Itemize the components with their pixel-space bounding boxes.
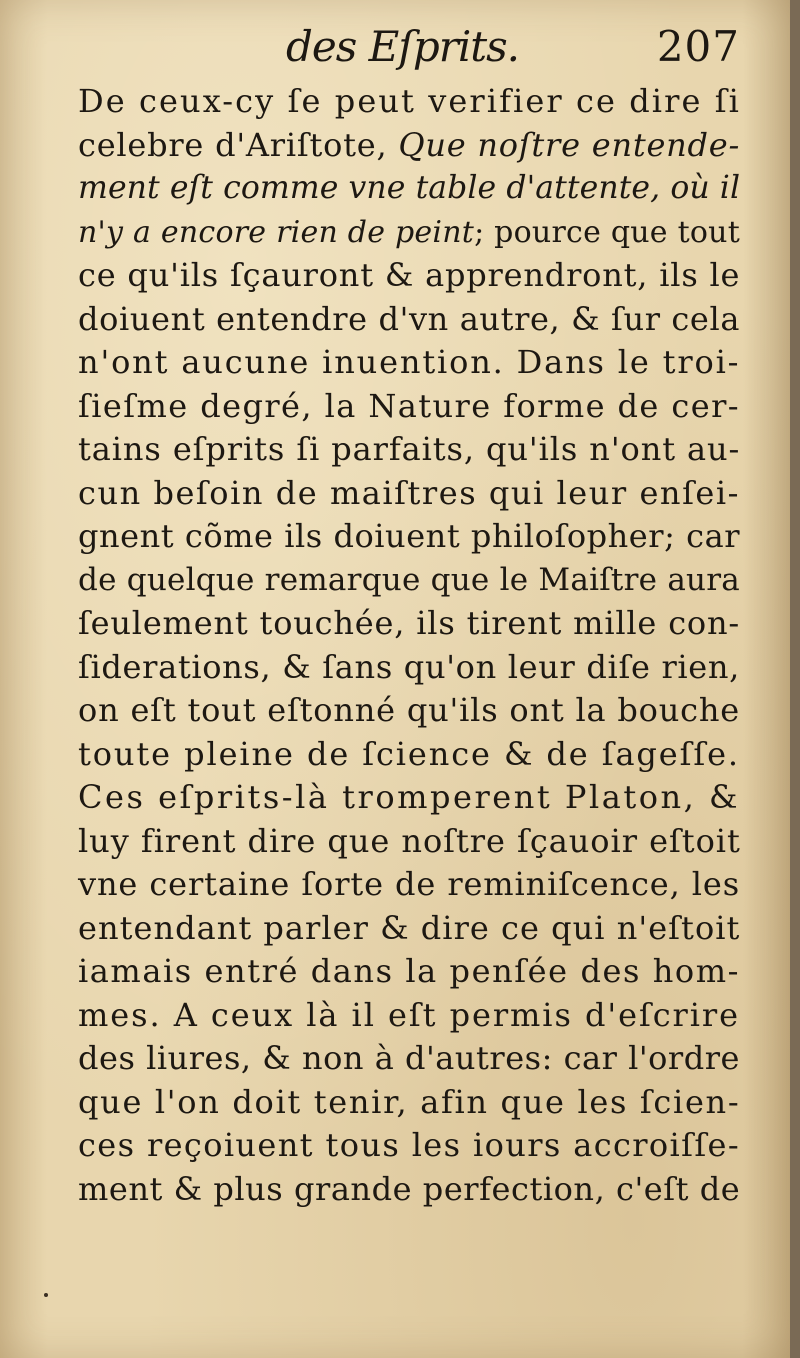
text-line [78,646,740,690]
italic-quote-segment: Que noſtre entende- [398,125,741,164]
text-segment: des liures, & non à d'autres: car l'ordre [78,1039,740,1077]
text-segment: n'ont aucune inuention. Dans le troi- [78,343,741,381]
text-segment: ; pource que tout [474,214,740,250]
page-number: 207 [656,22,740,71]
text-line [78,298,740,342]
text-line [78,167,740,211]
text-segment: ſiderations, & ſans qu'on leur diſe rien, [78,647,740,686]
text-line [78,341,740,385]
text-line [78,994,740,1038]
text-line [78,559,740,603]
text-line [78,950,740,994]
text-line [78,1081,740,1125]
italic-quote-segment: ment eſt comme vne table d'attente, où il [78,170,741,206]
text-line [78,907,740,951]
text-line [78,602,740,646]
text-segment: ment & plus grande perfection, c'eſt de [78,1169,741,1208]
text-segment: entendant parler & dire ce qui n'eſtoit [78,908,741,947]
text-line [78,472,740,516]
italic-quote-segment: n'y a encore rien de peint [78,214,475,250]
text-segment: ces reçoiuent tous les iours accroiſſe- [78,1126,740,1164]
page-edge [790,0,800,1358]
text-segment: ſieſme degré, la Nature forme de cer- [78,386,740,425]
text-line [78,254,740,298]
text-segment: iamais entré dans la penſée des hom- [78,952,740,990]
ink-speck [44,1293,48,1297]
text-line [78,515,740,559]
running-title: des Eſprits. [286,22,520,71]
text-line [78,820,740,864]
text-segment: vne certaine ſorte de reminiſcence, les [78,865,740,903]
text-segment: ſeulement touchée, ils tirent mille con- [78,604,740,642]
text-segment: gnent cõme ils doiuent philoſopher; car [78,517,741,555]
text-segment: ce qu'ils ſçauront & apprendront, ils le [78,256,741,294]
page-header [80,22,740,82]
text-segment: toute pleine de ſcience & de ſageſſe. [78,734,740,773]
text-segment: cun beſoin de maiſtres qui leur enſei- [78,473,740,512]
text-segment: que l'on doit tenir, afin que les ſcien- [78,1082,741,1121]
text-segment: on eſt tout eſtonné qu'ils ont la bouche [78,691,741,729]
text-line [78,689,740,733]
text-line [78,1124,740,1168]
text-segment: tains eſprits ſi parfaits, qu'ils n'ont au- [78,430,741,468]
text-segment: De ceux-cy ſe peut verifier ce dire ſi [78,82,741,120]
text-line [78,211,740,255]
body-text [78,80,740,1211]
text-line [78,776,740,820]
text-line [78,428,740,472]
text-line [78,385,740,429]
text-segment: de quelque remarque que le Maiſtre aura [78,561,740,598]
text-line [78,124,740,168]
text-line [78,80,740,124]
text-segment: Ces eſprits-là tromperent Platon, & [78,778,740,816]
text-line [78,1168,740,1212]
text-segment: mes. A ceux là il eſt permis d'eſcrire [78,995,740,1034]
text-line [78,733,740,777]
text-segment: doiuent entendre d'vn autre, & ſur cela [78,299,741,338]
text-line [78,1037,740,1081]
text-segment: luy firent dire que noſtre ſçauoir eſtoit [78,821,741,860]
text-segment: celebre d'Ariſtote, [78,125,399,164]
text-line [78,863,740,907]
